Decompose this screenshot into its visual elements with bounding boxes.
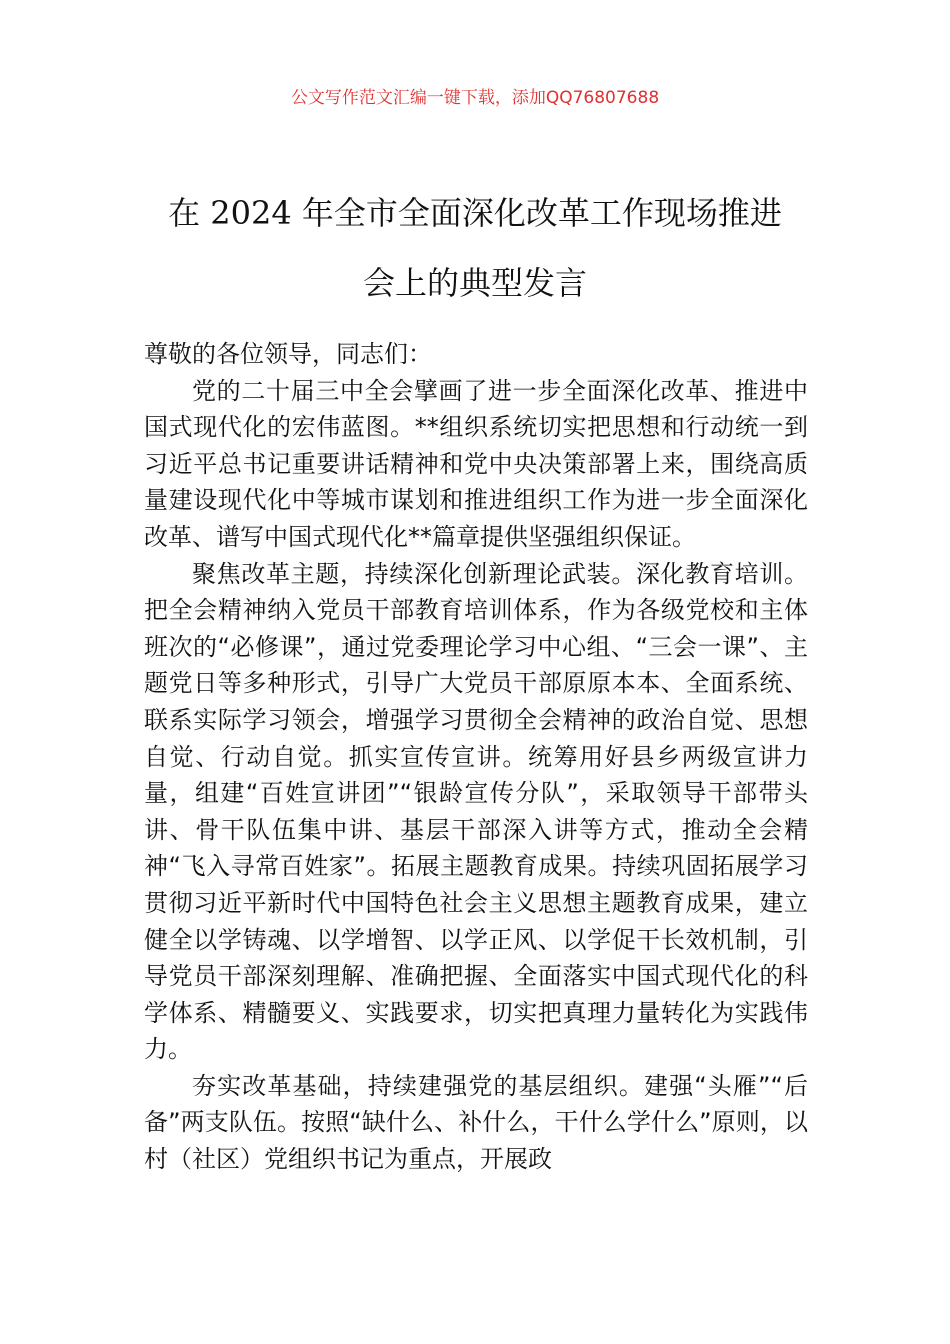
title-line-2: 会上的典型发言 (362, 264, 587, 302)
paragraph-grassroots: 夯实改革基础，持续建强党的基层组织。建强“头雁”“后备”两支队伍。按照“缺什么、补什么，干什么学什么”原则，以村（社区）党组织书记为重点，开展政 (144, 1071, 808, 1174)
document-title (120, 178, 830, 318)
document-body (144, 336, 808, 1178)
paragraph-theory: 聚焦改革主题，持续深化创新理论武装。深化教育培训。把全会精神纳入党员干部教育培训体系，作为各级党校和主体班次的“必修课”，通过党委理论学习中心组、“三会一课”、主题党日等多种形式，引导广大党员干部原原本本、全面系统、联系实际学习领会，增强学习贯彻全会精神的政治自觉、思想自觉、行动自觉。抓实宣传宣讲。统筹用好县乡两级宣讲力量，组建“百姓宣讲团”“银龄宣传分队”，采取领导干部带头讲、骨干队伍集中讲、基层干部深入讲等方式，推动全会精神“飞入寻常百姓家”。拓展主题教育成果。持续巩固拓展学习贯彻习近平新时代中国特色社会主义思想主题教育成果，建立健全以学铸魂、以学增智、以学正风、以学促干长效机制，引导党员干部深刻理解、准确把握、全面落实中国式现代化的科学体系、精髓要义、实践要求，切实把真理力量转化为实践伟力。 (144, 559, 808, 1064)
salutation: 尊敬的各位领导，同志们： (144, 340, 432, 368)
header-promo-note: 公文写作范文汇编一键下载，添加QQ76807688 (290, 88, 660, 108)
title-line-1: 在 2024 年全市全面深化改革工作现场推进 (168, 194, 782, 232)
paragraph-intro: 党的二十届三中全会擘画了进一步全面深化改革、推进中国式现代化的宏伟蓝图。**组织系统切实把思想和行动统一到习近平总书记重要讲话精神和党中央决策部署上来，围绕高质量建设现代化中等城市谋划和推进组织工作为进一步全面深化改革、谱写中国式现代化**篇章提供坚强组织保证。 (144, 376, 808, 551)
